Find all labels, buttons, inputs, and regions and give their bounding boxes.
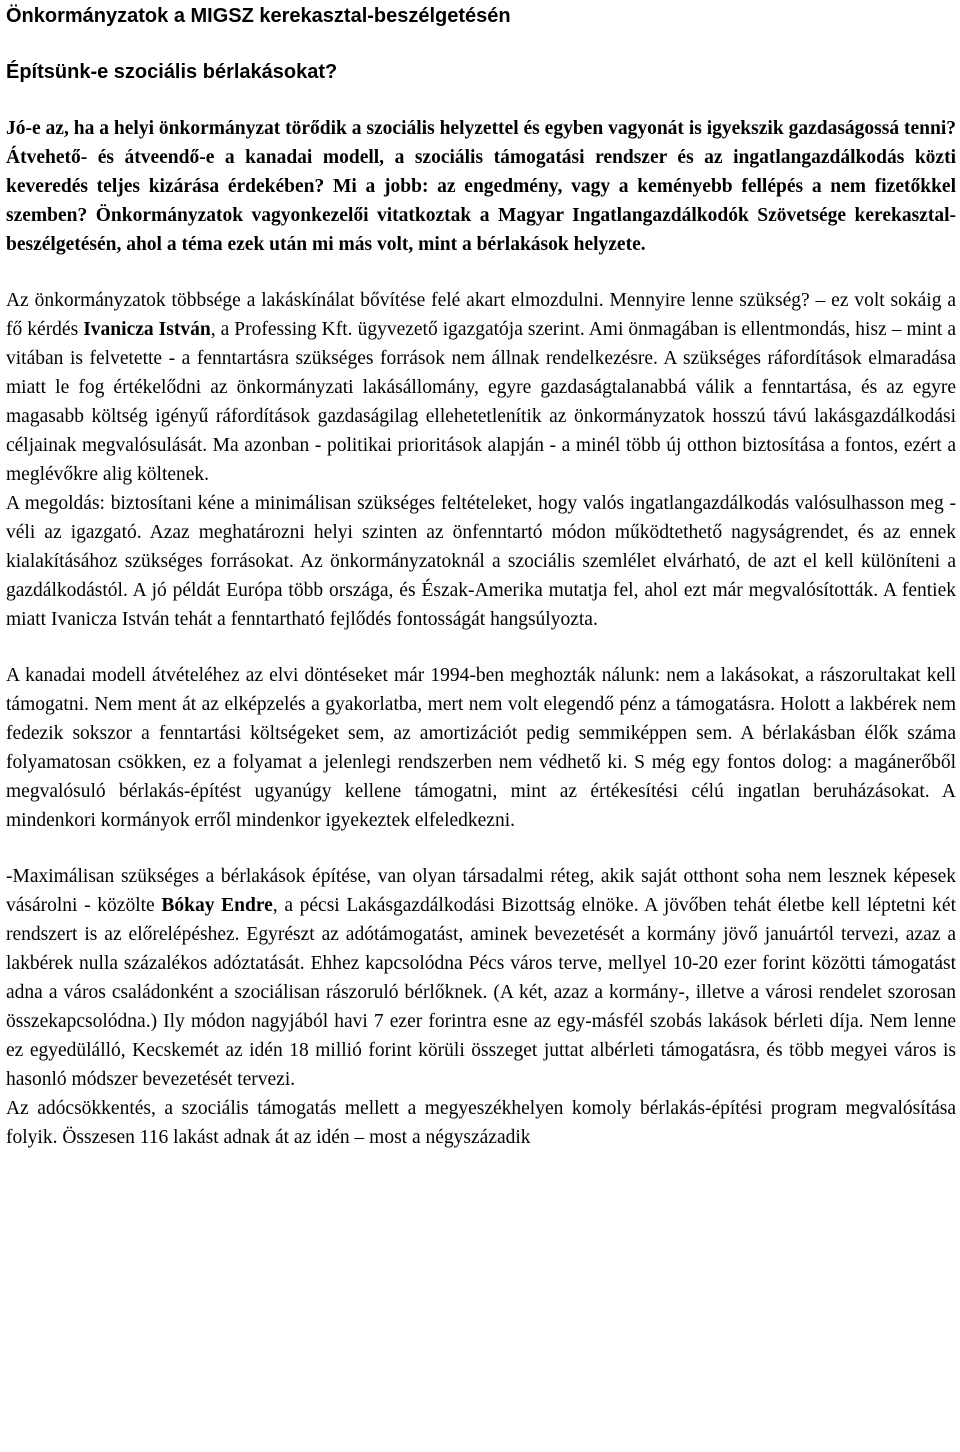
- person-name-ivanicza: Ivanicza István: [83, 319, 211, 340]
- paragraph-4-text-b: , a pécsi Lakásgazdálkodási Bizottság elnöke. A jövőben tehát életbe kell léptetni két rendszert is az előrelépéshez. Egyrészt az adótámogatást, aminek bevezetését a kormány jövő januártól tervezi, azaz a lakbérek nulla százalékos adóztatását. Ehhez kapcsolódna Pécs város terve, mellyel 10-20 ezer forint közötti támogatást adna a város családonként a szociálisan rászoruló bérlőknek. (A két, azaz a kormány-, illetve a városi rendelet szorosan összekapcsolódna.) Ily módon nagyjából havi 7 ezer forintra esne az egy-másfél szobás lakások bérleti díja. Nem lenne ez egyedülálló, Kecskemét az idén 18 millió forint körüli összeget juttat albérleti támogatásra, és több megyei város is hasonló módszer bevezetését tervezi.: [6, 895, 956, 1090]
- paragraph-1: [6, 286, 956, 489]
- paragraph-4: [6, 862, 956, 1094]
- paragraph-5: Az adócsökkentés, a szociális támogatás mellett a megyeszékhelyen komoly bérlakás-építési program megvalósítása folyik. Összesen 116 lakást adnak át az idén ‒ most a négyszázadik: [6, 1098, 956, 1148]
- article-title: Önkormányzatok a MIGSZ kerekasztal-beszélgetésén: [6, 5, 511, 27]
- paragraph-1-text-b: , a Professing Kft. ügyvezető igazgatója szerint. Ami önmagában is ellentmondás, hisz ‒ mint a vitában is felvetette - a fenntartásra szükséges források nem állnak rendelkezésre. A szükséges ráfordítások elmaradása miatt le fog értékelődni az önkormányzati lakásállomány, egyre gazdaságtalanabbá válik a fenntartása, és az egyre magasabb költség igényű ráfordítások gazdaságilag ellehetetlenítik az önkormányzatok hosszú távú lakásgazdálkodási céljainak megvalósulását. Ma azonban - politikai prioritások alapján - a minél több új otthon biztosítása a fontos, ezért a meglévőkre alig költenek.: [6, 319, 956, 485]
- paragraph-3: A kanadai modell átvételéhez az elvi döntéseket már 1994-ben meghozták nálunk: nem a lakásokat, a rászorultakat kell támogatni. Nem ment át az elképzelés a gyakorlatba, mert nem volt elegendő pénz a támogatásra. Holott a lakbérek nem fedezik sokszor a fenntartási költségeket sem, az amortizációt pedig semmiképpen sem. A bérlakásban élők száma folyamatosan csökken, ez a folyamat a jelenlegi rendszerben nem védhető ki. S még egy fontos dolog: a magánerőből megvalósuló bérlakás-építést ugyanúgy kellene támogatni, mint az értékesítési célú ingatlan beruházásokat. A mindenkori kormányok erről mindenkor igyekeztek elfeledkezni.: [6, 665, 956, 831]
- paragraph-2: A megoldás: biztosítani kéne a minimálisan szükséges feltételeket, hogy valós ingatlangazdálkodás valósulhasson meg - véli az igazgató. Azaz meghatározni helyi szinten az önfenntartó módon működtethető nagyságrendet, és az ennek kialakításához szükséges forrásokat. Az önkormányzatoknál a szociális szemlélet elvárható, de azt el kell különíteni a gazdálkodástól. A jó példát Európa több országa, és Észak-Amerika mutatja fel, ahol ezt már megvalósították. A fentiek miatt Ivanicza István tehát a fenntartható fejlődés fontosságát hangsúlyozta.: [6, 493, 956, 630]
- document-page: [6, 0, 956, 1152]
- paragraph-1-text-a: Az önkormányzatok többsége a lakáskínálat bővítése felé akart elmozdulni. Mennyire lenne szükség? ‒ ez volt sokáig a fő kérdés: [6, 290, 956, 340]
- person-name-bokay: Bókay Endre: [161, 895, 273, 916]
- article-lead: Jó-e az, ha a helyi önkormányzat törődik a szociális helyzettel és egyben vagyonát is igyekszik gazdaságossá tenni? Átvehető- és átveendő-e a kanadai modell, a szociális támogatási rendszer és az ingatlangazdálkodás közti keveredés teljes kizárása érdekében? Mi a jobb: az engedmény, vagy a keményebb fellépés a nem fizetőkkel szemben? Önkormányzatok vagyonkezelői vitatkoztak a Magyar Ingatlangazdálkodók Szövetsége kerekasztal-beszélgetésén, ahol a téma ezek után mi más volt, mint a bérlakások helyzete.: [6, 118, 956, 255]
- paragraph-4-text-a: -Maximálisan szükséges a bérlakások építése, van olyan társadalmi réteg, akik saját otthont soha nem lesznek képesek vásárolni - közölte: [6, 866, 956, 916]
- article-subtitle: Építsünk-e szociális bérlakásokat?: [6, 61, 338, 83]
